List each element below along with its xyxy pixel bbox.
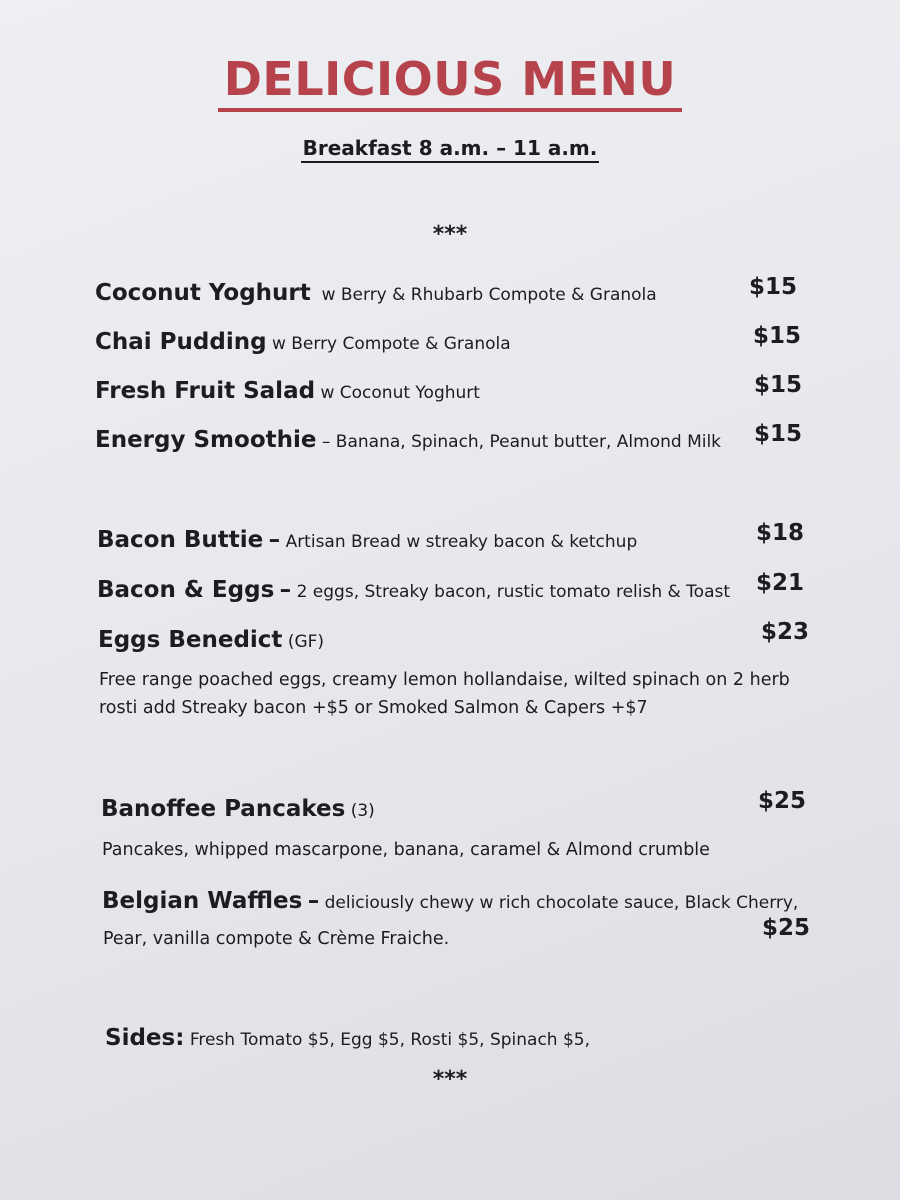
item-description: [99, 666, 790, 722]
menu-item-chai-pudding: [95, 329, 511, 355]
menu-item-belgian-waffles: [102, 888, 798, 914]
item-separator: –: [279, 577, 292, 603]
menu-item-banoffee-pancakes: [101, 796, 375, 822]
item-description: – Banana, Spinach, Peanut butter, Almond Milk: [321, 432, 722, 452]
menu-item-bacon-eggs: [97, 577, 730, 603]
item-price: $15: [753, 323, 802, 349]
item-name: Bacon & Eggs: [97, 577, 275, 603]
item-price: $25: [762, 915, 811, 941]
divider-bottom: ***: [432, 1067, 468, 1092]
item-name: Banoffee Pancakes: [101, 796, 346, 822]
divider-top: ***: [432, 222, 468, 247]
item-name: Energy Smoothie: [95, 427, 317, 453]
item-description: w Coconut Yoghurt: [320, 383, 480, 403]
item-description: w Berry & Rhubarb Compote & Granola: [321, 285, 657, 305]
item-name: Belgian Waffles: [102, 888, 303, 914]
menu-item-coconut-yoghurt: [95, 280, 657, 306]
item-price: $23: [761, 619, 810, 645]
item-price: $15: [749, 274, 798, 300]
sides-label: Sides:: [105, 1025, 185, 1051]
description-line: rosti add Streaky bacon +$5 or Smoked Salmon & Capers +$7: [99, 698, 648, 718]
item-name: Eggs Benedict: [98, 627, 283, 653]
menu-subtitle: Breakfast 8 a.m. – 11 a.m.: [0, 136, 900, 160]
item-description: Pancakes, whipped mascarpone, banana, caramel & Almond crumble: [102, 840, 710, 860]
item-price: $18: [756, 520, 805, 546]
menu-item-energy-smoothie: [95, 427, 721, 453]
item-name: Fresh Fruit Salad: [95, 378, 316, 404]
menu-item-bacon-buttie: [97, 527, 637, 553]
item-name: Bacon Buttie: [97, 527, 264, 553]
item-description: Pear, vanilla compote & Crème Fraiche.: [103, 929, 450, 949]
item-note: (GF): [287, 632, 325, 652]
item-separator: –: [268, 527, 281, 553]
item-description: 2 eggs, Streaky bacon, rustic tomato relish & Toast: [296, 582, 731, 602]
item-price: $15: [754, 372, 803, 398]
item-description: Artisan Bread w streaky bacon & ketchup: [285, 532, 638, 552]
item-price: $21: [756, 570, 805, 596]
item-name: Chai Pudding: [95, 329, 267, 355]
item-price: $15: [754, 421, 803, 447]
item-separator: –: [307, 888, 320, 914]
item-price: $25: [758, 788, 807, 814]
sides-text: Fresh Tomato $5, Egg $5, Rosti $5, Spinach $5,: [189, 1030, 591, 1050]
description-line: Free range poached eggs, creamy lemon hollandaise, wilted spinach on 2 herb: [99, 670, 790, 690]
menu-item-fresh-fruit-salad: [95, 378, 480, 404]
item-name: Coconut Yoghurt: [95, 280, 311, 306]
item-description: w Berry Compote & Granola: [271, 334, 511, 354]
menu-title: DELICIOUS MENU: [0, 52, 900, 106]
item-description: deliciously chewy w rich chocolate sauce, Black Cherry,: [324, 893, 799, 913]
sides-line: [105, 1025, 590, 1051]
menu-item-eggs-benedict: [98, 627, 324, 653]
item-note: (3): [350, 801, 375, 821]
